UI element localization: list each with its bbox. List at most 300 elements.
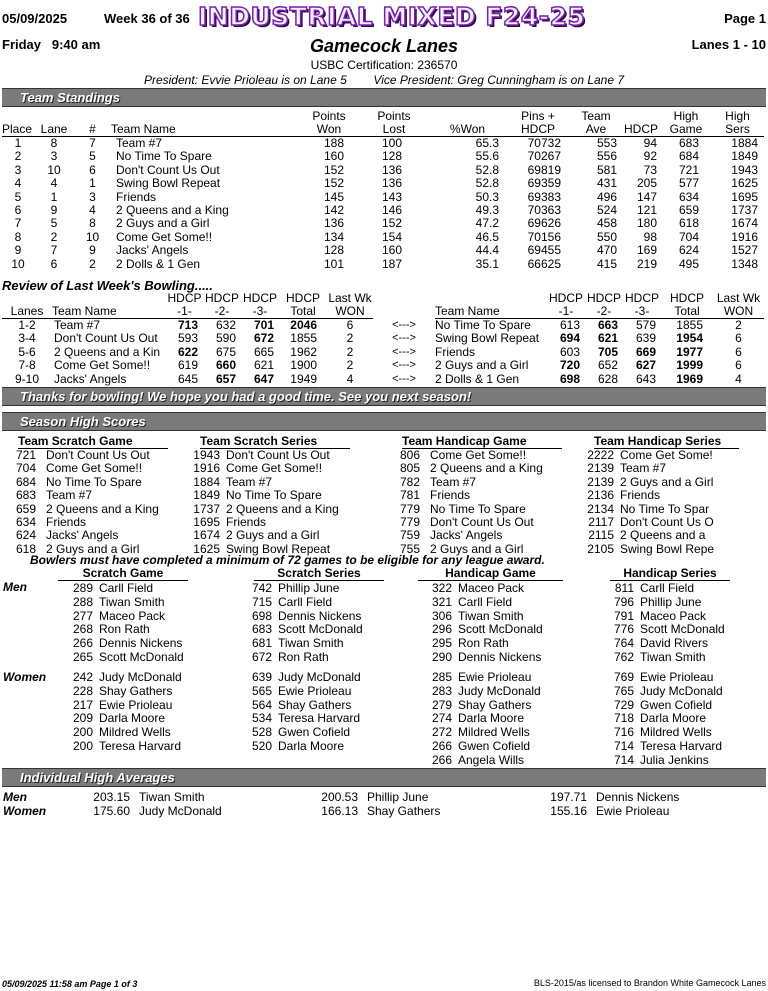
hdr-lost-2: Lost bbox=[358, 123, 430, 137]
individual-high-score: 534 bbox=[251, 711, 272, 726]
team-high-column-title: Team Handicap Game bbox=[402, 434, 562, 449]
review-lanes: 7-8 bbox=[18, 358, 36, 373]
standings-high-game: 624 bbox=[678, 243, 699, 258]
review-score-a: 622 bbox=[177, 344, 198, 359]
hdr-pct: %Won bbox=[430, 123, 505, 137]
team-high-score: 2139 bbox=[587, 461, 614, 476]
review-vs-arrow: <---> bbox=[392, 359, 416, 372]
team-high-team: Friends bbox=[226, 515, 267, 529]
standings-place: 7 bbox=[14, 216, 22, 231]
individual-high-score: 683 bbox=[251, 622, 272, 637]
hdr-pins-1: Pins + bbox=[521, 109, 555, 123]
standings-place: 10 bbox=[11, 256, 25, 271]
season-high-title: Season High Scores bbox=[20, 414, 146, 429]
review-lanes: 5-6 bbox=[18, 344, 36, 359]
review-lanes: 1-2 bbox=[18, 318, 36, 332]
standings-pct-won: 55.6 bbox=[475, 149, 499, 164]
average-bowler: Judy McDonald bbox=[139, 804, 222, 818]
individual-high-score: 274 bbox=[431, 711, 452, 726]
individual-high-score: 266 bbox=[431, 739, 452, 753]
team-high-column-title: Team Scratch Game bbox=[18, 434, 168, 449]
standings-pct-won: 65.3 bbox=[475, 136, 499, 150]
rv-g1b: -1- bbox=[547, 305, 585, 319]
review-score-a: 619 bbox=[177, 358, 198, 373]
standings-place: 6 bbox=[14, 203, 22, 218]
individual-high-bowler: Ewie Prioleau bbox=[278, 683, 352, 698]
individual-high-score: 217 bbox=[72, 697, 93, 712]
standings-team-name: 2 Queens and a King bbox=[116, 203, 229, 218]
team-high-score: 684 bbox=[15, 474, 36, 489]
individual-high-header: Handicap Game bbox=[418, 567, 563, 581]
standings-team-average: 415 bbox=[596, 256, 617, 271]
review-score-a: 2046 bbox=[290, 318, 317, 332]
thanks-text: Thanks for bowling! We hope you had a good time. See you next season! bbox=[20, 389, 472, 404]
team-high-team: Don't Count Us Out bbox=[226, 448, 330, 462]
standings-points-lost: 152 bbox=[381, 216, 402, 231]
team-high-score: 759 bbox=[399, 528, 420, 543]
review-score-a: 675 bbox=[215, 344, 236, 359]
individual-high-bowler: Judy McDonald bbox=[99, 670, 182, 684]
standings-pins-hdcp: 66625 bbox=[527, 256, 561, 271]
individual-high-score: 306 bbox=[431, 608, 452, 623]
team-high-team: Don't Count Us O bbox=[620, 515, 714, 529]
review-score-b: 1969 bbox=[676, 371, 703, 386]
review-score-a: 647 bbox=[253, 371, 274, 386]
team-high-team: No Time To Spare bbox=[226, 488, 322, 503]
rv-g2b: -2- bbox=[585, 305, 623, 319]
review-won-b: 6 bbox=[735, 331, 742, 346]
standings-points-won: 136 bbox=[323, 216, 344, 231]
review-row bbox=[2, 319, 764, 333]
standings-team-number: 8 bbox=[89, 216, 96, 231]
standings-points-won: 160 bbox=[323, 149, 344, 164]
review-won-a: 2 bbox=[346, 344, 354, 359]
hdr-hs-1: High bbox=[725, 109, 750, 123]
individual-high-score: 290 bbox=[431, 650, 452, 664]
review-score-a: 660 bbox=[215, 358, 236, 373]
review-score-a: 713 bbox=[177, 318, 198, 332]
standings-pins-hdcp: 69819 bbox=[527, 162, 561, 177]
rv-g2: -2- bbox=[203, 305, 241, 319]
average-value: 175.60 bbox=[93, 804, 130, 818]
standings-high-series: 1849 bbox=[731, 149, 758, 164]
review-score-b: 613 bbox=[559, 318, 580, 332]
standings-team-hdcp: 121 bbox=[636, 203, 657, 218]
standings-team-number: 2 bbox=[89, 256, 96, 271]
review-won-b: 2 bbox=[735, 318, 742, 332]
standings-points-won: 134 bbox=[323, 229, 344, 244]
individual-high-bowler: Dennis Nickens bbox=[458, 650, 542, 664]
individual-high-score: 520 bbox=[251, 739, 272, 753]
review-score-b: 603 bbox=[559, 344, 580, 359]
individual-high-score: 811 bbox=[614, 581, 634, 595]
day-time: Friday 9:40 am bbox=[2, 37, 101, 52]
standings-team-average: 458 bbox=[596, 216, 617, 231]
individual-high-score: 279 bbox=[431, 697, 452, 712]
standings-high-game: 634 bbox=[678, 189, 699, 204]
rv-team-a: Team Name bbox=[52, 305, 166, 319]
review-score-b: 669 bbox=[635, 344, 656, 359]
individual-high-bowler: Carll Field bbox=[278, 594, 333, 609]
review-row bbox=[2, 346, 764, 359]
review-team-a: Come Get Some!! bbox=[54, 358, 151, 373]
standings-row bbox=[2, 204, 764, 217]
rv-lastwk-b: Last Wk bbox=[716, 291, 761, 305]
team-high-score: 683 bbox=[15, 488, 36, 503]
avg-women-label: Women bbox=[3, 804, 47, 818]
team-high-team: 2 Queens and a bbox=[620, 528, 706, 543]
review-score-a: 665 bbox=[253, 344, 274, 359]
officers: President: Evvie Prioleau is on Lane 5 Vice President: Greg Cunningham is on Lane 7 bbox=[143, 73, 625, 87]
average-bowler: Ewie Prioleau bbox=[596, 804, 670, 818]
standings-points-won: 128 bbox=[323, 243, 344, 258]
report-date: 05/09/2025 bbox=[2, 11, 68, 26]
team-high-team: No Time To Spare bbox=[430, 501, 526, 516]
individual-high-score: 796 bbox=[613, 594, 634, 609]
team-high-team: Swing Bowl Repeat bbox=[226, 541, 331, 556]
standings-section-header bbox=[2, 88, 766, 107]
review-team-b: Swing Bowl Repeat bbox=[435, 331, 540, 346]
individual-high-score: 672 bbox=[251, 650, 272, 664]
standings-high-game: 704 bbox=[678, 229, 699, 244]
standings-points-lost: 128 bbox=[381, 149, 402, 164]
team-high-score: 806 bbox=[399, 448, 420, 462]
team-high-team: Friends bbox=[620, 488, 661, 503]
individual-high-score: 791 bbox=[613, 608, 634, 623]
standings-team-name: 2 Dolls & 1 Gen bbox=[116, 256, 201, 271]
standings-high-series: 1916 bbox=[731, 229, 758, 244]
team-high-score: 2115 bbox=[588, 528, 614, 543]
rv-g3b: -3- bbox=[623, 305, 661, 319]
standings-high-series: 1737 bbox=[731, 203, 758, 218]
team-high-score: 1884 bbox=[193, 474, 220, 489]
rv-hdcp-3: HDCP bbox=[242, 291, 277, 305]
individual-high-bowler: Scott McDonald bbox=[458, 622, 543, 637]
standings-high-series: 1348 bbox=[731, 256, 758, 271]
standings-points-won: 101 bbox=[323, 256, 344, 271]
individual-high-score: 209 bbox=[72, 711, 93, 726]
standings-place: 3 bbox=[14, 162, 22, 177]
standings-points-won: 145 bbox=[323, 189, 344, 204]
standings-points-won: 152 bbox=[323, 176, 344, 191]
rv-total: Total bbox=[279, 305, 327, 319]
standings-points-won: 142 bbox=[323, 203, 344, 218]
individual-high-score: 242 bbox=[72, 670, 93, 684]
center-name: Gamecock Lanes bbox=[309, 36, 459, 56]
individual-high-bowler: Tiwan Smith bbox=[458, 608, 524, 623]
review-score-b: 643 bbox=[635, 371, 656, 386]
standings-team-name: 2 Guys and a Girl bbox=[116, 216, 210, 231]
hdr-won-2: Won bbox=[300, 123, 358, 137]
individual-high-score: 277 bbox=[72, 608, 93, 623]
review-vs-arrow: <---> bbox=[392, 318, 416, 331]
team-high-score: 781 bbox=[399, 488, 420, 503]
eligibility-note: Bowlers must have completed a minimum of 72 games to be eligible for any league award. bbox=[30, 553, 545, 567]
individual-high-bowler: Tiwan Smith bbox=[278, 636, 344, 651]
review-won-a: 2 bbox=[346, 331, 354, 346]
lanes-range: Lanes 1 - 10 bbox=[691, 37, 766, 52]
average-value: 203.15 bbox=[93, 790, 130, 804]
review-score-b: 705 bbox=[597, 344, 618, 359]
team-high-score: 2136 bbox=[587, 488, 614, 503]
standings-pct-won: 46.5 bbox=[475, 229, 499, 244]
review-score-a: 621 bbox=[253, 358, 274, 373]
standings-row bbox=[2, 177, 764, 190]
standings-pins-hdcp: 69455 bbox=[527, 243, 561, 258]
average-bowler: Shay Gathers bbox=[367, 804, 441, 818]
standings-high-series: 1625 bbox=[731, 176, 758, 191]
team-high-team: Come Get Some!! bbox=[430, 448, 527, 462]
individual-high-score: 639 bbox=[251, 670, 272, 684]
individual-high-score: 698 bbox=[251, 608, 272, 623]
individual-high-bowler: Scott McDonald bbox=[640, 622, 725, 637]
individual-high-bowler: Mildred Wells bbox=[640, 725, 712, 740]
standings-place: 8 bbox=[14, 229, 22, 244]
review-team-b: No Time To Spare bbox=[435, 318, 531, 332]
standings-place: 2 bbox=[14, 149, 22, 164]
standings-pct-won: 44.4 bbox=[475, 243, 499, 258]
average-value: 166.13 bbox=[321, 804, 358, 818]
team-high-score: 805 bbox=[399, 461, 420, 476]
individual-high-bowler: Ron Rath bbox=[99, 622, 150, 637]
individual-high-bowler: Carll Field bbox=[458, 594, 513, 609]
individual-high-bowler: Gwen Cofield bbox=[640, 697, 713, 712]
standings-lane: 7 bbox=[50, 243, 58, 258]
standings-row bbox=[2, 244, 764, 257]
team-high-score: 755 bbox=[399, 541, 420, 556]
team-high-score: 618 bbox=[15, 541, 36, 556]
review-score-a: 590 bbox=[215, 331, 236, 346]
standings-team-hdcp: 94 bbox=[643, 136, 657, 150]
individual-high-bowler: Ewie Prioleau bbox=[640, 670, 714, 684]
hdr-hdcp: HDCP bbox=[621, 123, 661, 137]
standings-team-number: 7 bbox=[89, 136, 96, 150]
team-high-score: 1625 bbox=[193, 541, 220, 556]
rv-totalb: Total bbox=[661, 305, 713, 319]
individual-high-header: Handicap Series bbox=[610, 567, 730, 581]
individual-high-bowler: Angela Wills bbox=[458, 752, 525, 767]
review-score-b: 720 bbox=[559, 358, 580, 373]
individual-high-score: 714 bbox=[613, 739, 634, 753]
team-high-score: 1674 bbox=[193, 528, 220, 543]
standings-row bbox=[2, 150, 764, 163]
rv-lastwk-a: Last Wk bbox=[328, 291, 372, 305]
review-team-a: Team #7 bbox=[54, 318, 101, 332]
individual-high-bowler: Darla Moore bbox=[99, 711, 166, 726]
individual-high-bowler: Teresa Harvard bbox=[640, 739, 723, 753]
standings-high-series: 1884 bbox=[731, 136, 758, 150]
individual-high-bowler: Scott McDonald bbox=[278, 622, 363, 637]
individual-high-bowler: Judy McDonald bbox=[458, 683, 541, 698]
individual-high-score: 321 bbox=[431, 594, 452, 609]
team-high-team: Come Get Some!! bbox=[46, 461, 143, 476]
review-score-b: 1999 bbox=[676, 358, 703, 373]
standings-points-lost: 136 bbox=[381, 176, 402, 191]
review-score-a: 593 bbox=[177, 331, 198, 346]
standings-team-number: 6 bbox=[89, 162, 96, 177]
individual-high-bowler: Dennis Nickens bbox=[99, 636, 183, 651]
review-vs-arrow: <---> bbox=[392, 372, 416, 385]
review-score-b: 627 bbox=[635, 358, 656, 373]
standings-points-lost: 100 bbox=[381, 136, 402, 150]
team-high-team: Come Get Some! bbox=[620, 448, 713, 462]
individual-high-score: 764 bbox=[613, 636, 634, 651]
hdr-ave-1: Team bbox=[581, 109, 611, 123]
team-high-score: 704 bbox=[15, 461, 36, 476]
team-high-score: 2139 bbox=[587, 474, 614, 489]
review-score-b: 579 bbox=[635, 318, 656, 332]
standings-pins-hdcp: 69626 bbox=[527, 216, 561, 231]
standings-lane: 8 bbox=[50, 136, 58, 150]
review-team-a: Jacks' Angels bbox=[54, 371, 127, 386]
standings-team-number: 10 bbox=[85, 229, 100, 244]
hdr-hs-2: Sers bbox=[711, 123, 764, 137]
team-high-team: Team #7 bbox=[430, 474, 477, 489]
rv-hdcp-2: HDCP bbox=[204, 291, 239, 305]
individual-high-score: 765 bbox=[613, 683, 634, 698]
review-row bbox=[2, 359, 764, 372]
hdr-num: # bbox=[74, 123, 111, 137]
team-high-team: Team #7 bbox=[46, 488, 93, 503]
review-score-a: 645 bbox=[177, 371, 198, 386]
team-high-score: 1916 bbox=[193, 461, 220, 476]
standings-high-game: 684 bbox=[678, 149, 699, 164]
team-high-team: Jacks' Angels bbox=[46, 528, 119, 543]
standings-team-average: 470 bbox=[596, 243, 617, 258]
page-number: Page 1 bbox=[724, 11, 766, 26]
standings-points-lost: 143 bbox=[381, 189, 402, 204]
standings-team-hdcp: 180 bbox=[636, 216, 657, 231]
review-score-a: 632 bbox=[215, 318, 236, 332]
standings-lane: 2 bbox=[50, 229, 58, 244]
rv-hdcp-b2: HDCP bbox=[586, 291, 621, 305]
standings-team-number: 9 bbox=[89, 243, 96, 258]
team-high-team: 2 Guys and a Girl bbox=[430, 541, 524, 556]
individual-high-bowler: Darla Moore bbox=[458, 711, 525, 726]
individual-high-bowler: Judy McDonald bbox=[640, 683, 723, 698]
standings-pct-won: 52.8 bbox=[475, 176, 499, 191]
standings-high-game: 495 bbox=[678, 256, 699, 271]
standings-points-won: 188 bbox=[323, 136, 344, 150]
review-won-b: 6 bbox=[735, 358, 742, 373]
standings-team-average: 581 bbox=[596, 162, 617, 177]
standings-team-average: 550 bbox=[596, 229, 617, 244]
footer-left: 05/09/2025 11:58 am Page 1 of 3 bbox=[2, 979, 138, 989]
individual-high-bowler: Tiwan Smith bbox=[640, 650, 706, 664]
standings-team-hdcp: 169 bbox=[636, 243, 657, 258]
individual-high-score: 762 bbox=[613, 650, 634, 664]
individual-high-score: 266 bbox=[431, 752, 452, 767]
standings-team-name: Jacks' Angels bbox=[116, 243, 189, 258]
review-score-a: 1900 bbox=[290, 358, 317, 373]
individual-high-score: 681 bbox=[251, 636, 272, 651]
rv-hdcp-b1: HDCP bbox=[548, 291, 583, 305]
team-high-score: 1737 bbox=[193, 501, 220, 516]
standings-row bbox=[2, 191, 764, 204]
team-high-score: 779 bbox=[399, 501, 420, 516]
individual-high-header: Scratch Game bbox=[58, 567, 188, 581]
individual-high-bowler: Teresa Harvard bbox=[278, 711, 361, 726]
team-high-score: 779 bbox=[399, 515, 420, 529]
individual-high-score: 295 bbox=[431, 636, 452, 651]
individual-high-bowler: David Rivers bbox=[640, 636, 709, 651]
individual-high-bowler: Ron Rath bbox=[278, 650, 329, 664]
individual-high-bowler: Shay Gathers bbox=[99, 683, 173, 698]
men-label: Men bbox=[3, 580, 27, 594]
review-team-a: Don't Count Us Out bbox=[54, 331, 158, 346]
certification: USBC Certification: 236570 bbox=[310, 58, 458, 72]
team-high-team: Don't Count Us Out bbox=[46, 448, 150, 462]
individual-high-bowler: Carll Field bbox=[99, 581, 154, 595]
hdr-won-1: Points bbox=[312, 109, 346, 123]
individual-high-bowler: Maceo Pack bbox=[458, 581, 525, 595]
team-high-column-title: Team Scratch Series bbox=[200, 434, 350, 449]
team-high-score: 624 bbox=[15, 528, 36, 543]
team-high-score: 1695 bbox=[193, 515, 220, 529]
hdr-lost-1: Points bbox=[377, 109, 411, 123]
standings-high-series: 1527 bbox=[731, 243, 758, 258]
standings-high-series: 1674 bbox=[731, 216, 758, 231]
standings-team-average: 524 bbox=[596, 203, 617, 218]
individual-high-score: 716 bbox=[613, 725, 634, 740]
rv-hdcp-total: HDCP bbox=[285, 291, 320, 305]
rv-hdcp-b3: HDCP bbox=[624, 291, 659, 305]
individual-high-score: 265 bbox=[72, 650, 93, 664]
standings-place: 5 bbox=[14, 189, 22, 204]
individual-high-bowler: Gwen Cofield bbox=[458, 739, 531, 753]
review-score-b: 694 bbox=[559, 331, 580, 346]
standings-team-hdcp: 98 bbox=[643, 229, 657, 244]
standings-team-hdcp: 147 bbox=[636, 189, 657, 204]
team-high-team: Team #7 bbox=[620, 461, 667, 476]
standings-team-name: Don't Count Us Out bbox=[116, 162, 220, 177]
standings-pct-won: 52.8 bbox=[475, 162, 499, 177]
team-high-score: 659 bbox=[15, 501, 36, 516]
rv-won-b: WON bbox=[713, 305, 764, 319]
standings-team-average: 496 bbox=[596, 189, 617, 204]
standings-high-game: 721 bbox=[678, 162, 699, 177]
standings-pins-hdcp: 70267 bbox=[527, 149, 561, 164]
review-team-a: 2 Queens and a Kin bbox=[54, 344, 161, 359]
standings-team-hdcp: 73 bbox=[643, 162, 657, 177]
standings-team-number: 4 bbox=[89, 203, 96, 218]
team-high-score: 721 bbox=[15, 448, 36, 462]
standings-team-average: 553 bbox=[596, 136, 617, 150]
individual-high-score: 268 bbox=[72, 622, 93, 637]
team-high-team: 2 Guys and a Girl bbox=[46, 541, 140, 556]
review-score-a: 657 bbox=[215, 371, 236, 386]
team-high-team: 2 Queens and a King bbox=[430, 461, 543, 476]
week-label: Week 36 of 36 bbox=[104, 11, 190, 26]
review-team-b: 2 Dolls & 1 Gen bbox=[435, 371, 520, 386]
standings-high-game: 577 bbox=[678, 176, 699, 191]
standings-lane: 3 bbox=[50, 149, 58, 164]
standings-team-name: Team #7 bbox=[116, 136, 163, 150]
standings-points-lost: 136 bbox=[381, 162, 402, 177]
women-label: Women bbox=[3, 670, 47, 684]
individual-high-score: 288 bbox=[72, 594, 93, 609]
standings-lane: 1 bbox=[50, 189, 58, 204]
review-score-b: 663 bbox=[597, 318, 618, 332]
standings-team-number: 3 bbox=[89, 189, 96, 204]
standings-row bbox=[2, 137, 764, 151]
standings-high-series: 1695 bbox=[731, 189, 758, 204]
rv-won-a: WON bbox=[327, 305, 373, 319]
avg-men-label: Men bbox=[3, 790, 27, 804]
review-won-a: 4 bbox=[346, 371, 354, 386]
individual-high-bowler: Ewie Prioleau bbox=[99, 697, 173, 712]
individual-high-score: 322 bbox=[431, 581, 452, 595]
